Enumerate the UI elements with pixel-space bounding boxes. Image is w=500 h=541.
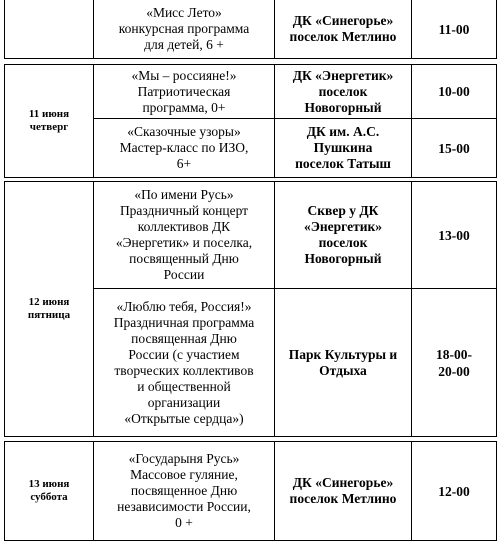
event-venue: ДК им. А.С. Пушкина поселок Татыш (295, 124, 391, 171)
event-time: 13-00 (438, 227, 470, 243)
schedule-group (4, 0, 497, 59)
event-title: «Мисс Лето» конкурсная программа для детей, 6 + (118, 5, 250, 52)
schedule-group (4, 64, 497, 178)
event-venue: Сквер у ДК «Энергетик» поселок Новогорный (303, 203, 383, 266)
schedule-group (4, 441, 497, 541)
event-title: «Сказочные узоры» Мастер-класс по ИЗО, 6+ (119, 124, 249, 171)
event-title: «По имени Русь» Праздничный концерт коллективов ДК «Энергетик» и поселка, посвященный Дню России (115, 187, 253, 282)
date-cell: 13 июня суббота (28, 478, 70, 503)
event-time: 10-00 (438, 84, 470, 99)
event-time: 11-00 (438, 21, 470, 37)
event-venue: Парк Культуры и Отдыха (288, 346, 398, 378)
event-title: «Государыня Русь» Массовое гуляние, посвященное Дню независимости России, 0 + (117, 451, 251, 530)
schedule-group (4, 181, 497, 437)
event-venue: ДК «Синегорье» поселок Метлино (289, 13, 397, 44)
event-title: «Люблю тебя, Россия!» Праздничная программа посвященная Дню России (с участием творческих коллективов и общественной организации «Открытые сердца») (113, 298, 255, 426)
schedule-table (4, 0, 497, 537)
event-title: «Мы – россияне!» Патриотическая программа, 0+ (131, 67, 237, 115)
event-time: 18-00- 20-00 (436, 346, 472, 379)
event-time: 15-00 (438, 140, 470, 156)
event-time: 12-00 (438, 483, 470, 499)
event-venue: ДК «Синегорье» поселок Метлино (289, 475, 397, 506)
date-cell: 12 июня пятница (27, 296, 71, 321)
date-cell: 11 июня четверг (28, 108, 70, 133)
event-venue: ДК «Энергетик» поселок Новогорный (292, 67, 394, 115)
